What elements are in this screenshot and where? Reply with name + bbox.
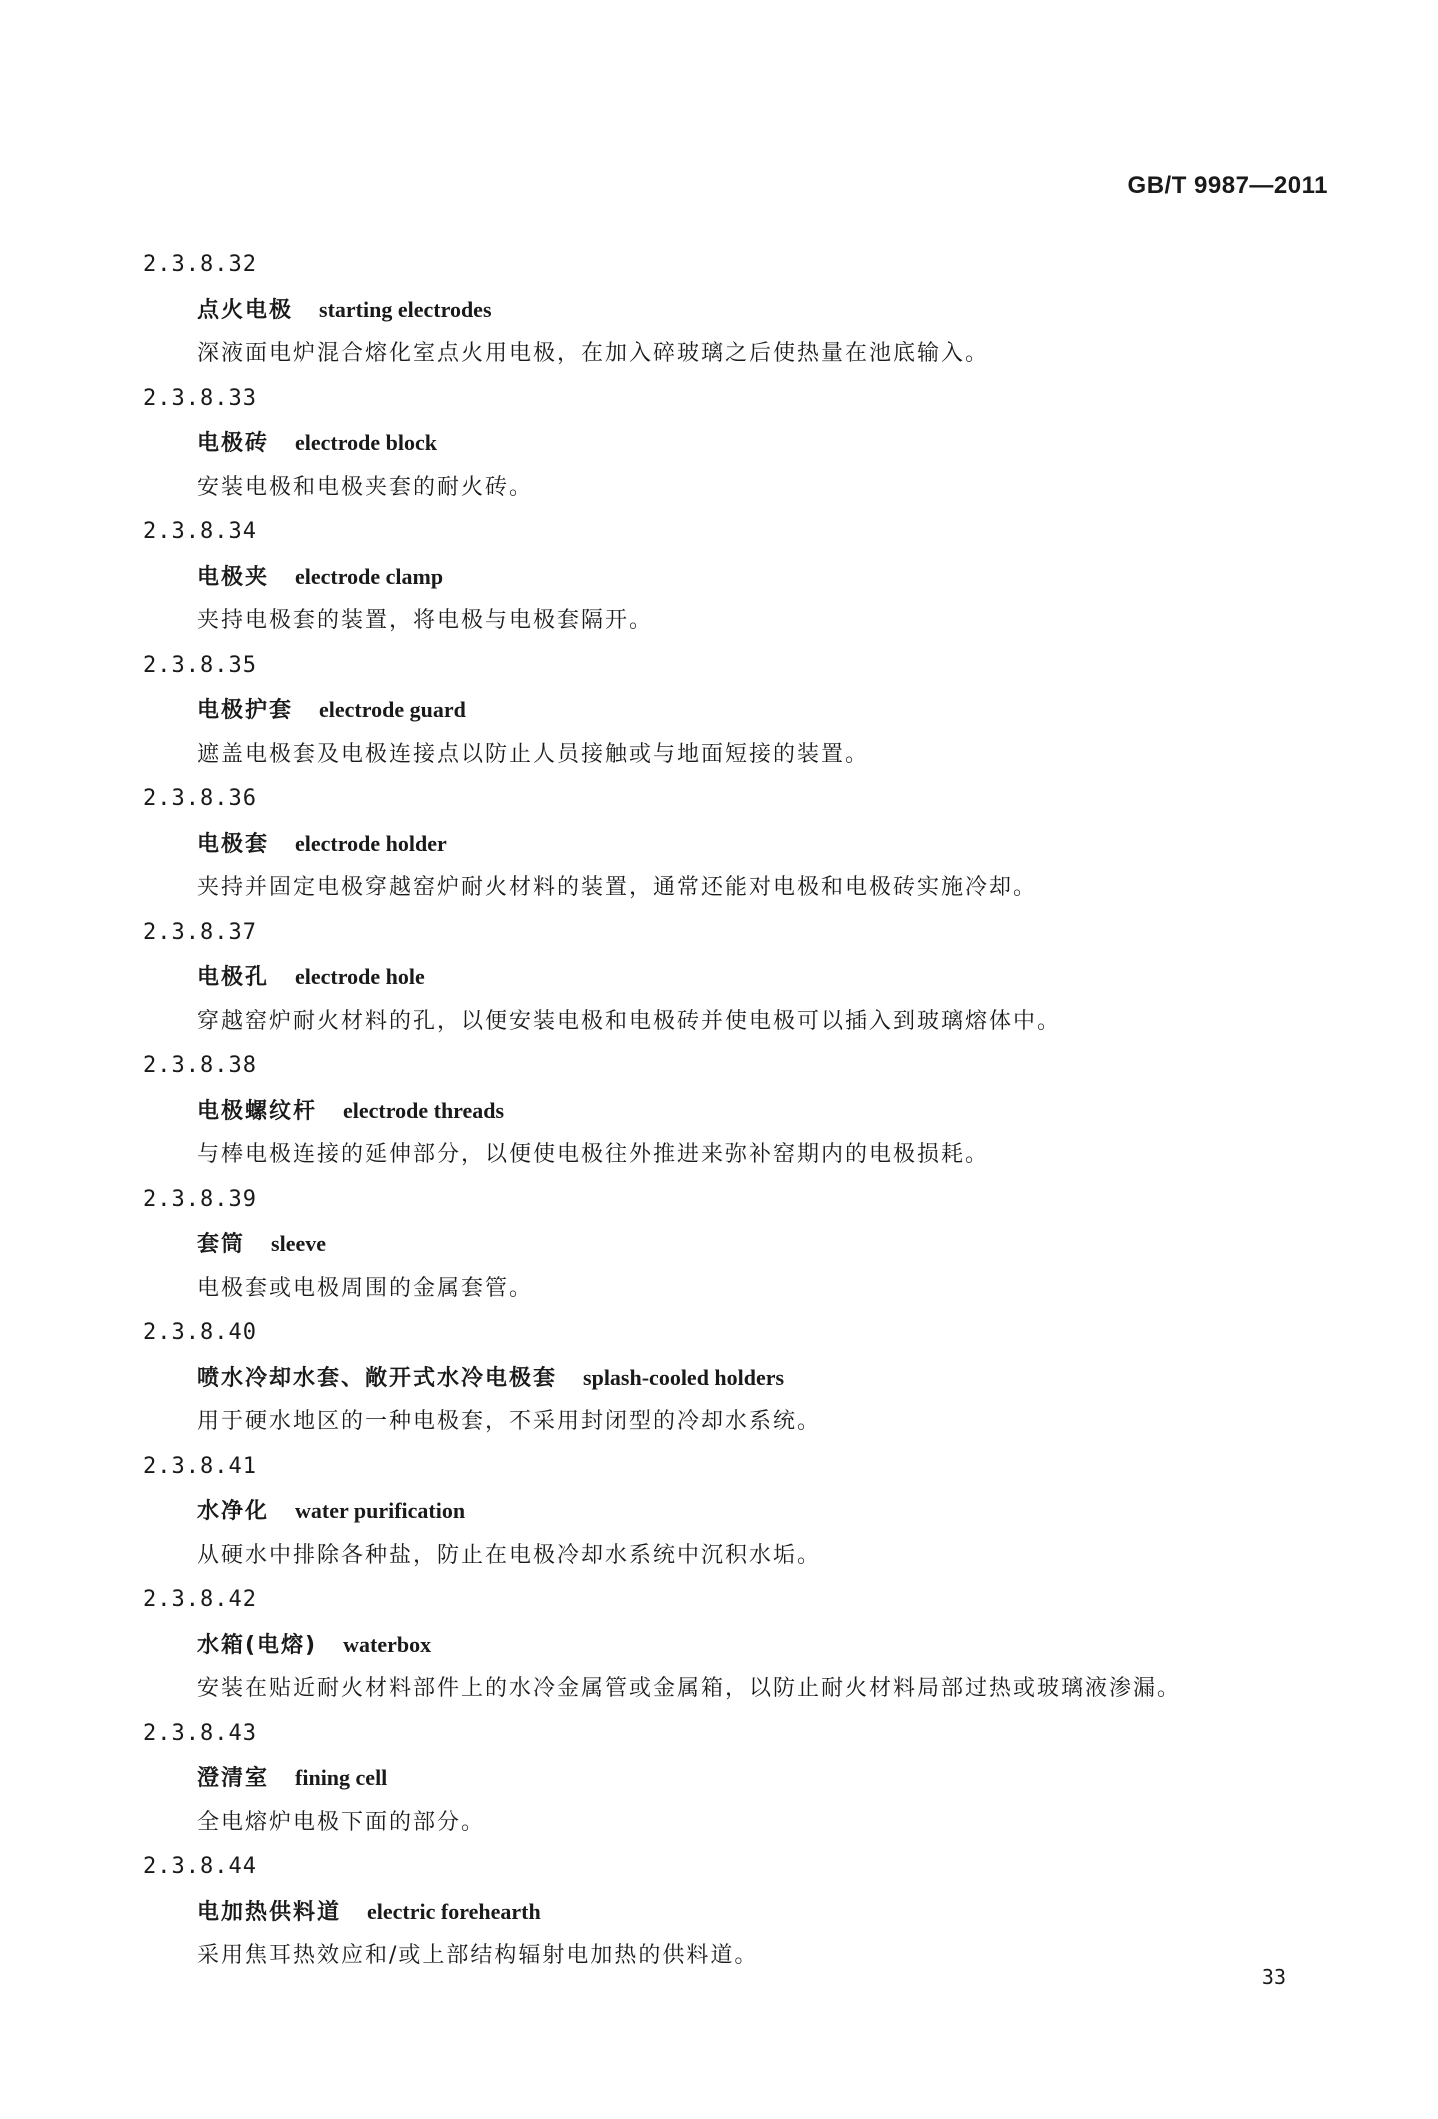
term-definition: 从硬水中排除各种盐，防止在电极冷却水系统中沉积水垢。 — [197, 1542, 822, 1568]
term-entry — [0, 1578, 1438, 1712]
term-entry — [0, 1178, 1438, 1312]
term-entry — [0, 1712, 1438, 1846]
term-english: electrode holder — [295, 830, 447, 856]
term-heading — [0, 1089, 1438, 1134]
term-definition: 安装电极和电极夹套的耐火砖。 — [197, 474, 534, 500]
term-heading — [0, 1356, 1438, 1401]
term-entry — [0, 1311, 1438, 1445]
term-entry — [0, 911, 1438, 1045]
term-entry — [0, 377, 1438, 511]
term-chinese: 点火电极 — [197, 297, 294, 323]
term-entries — [0, 243, 1438, 1979]
entry-number: 2.3.8.42 — [143, 1587, 257, 1612]
entry-number: 2.3.8.40 — [143, 1320, 257, 1345]
term-heading — [0, 1890, 1438, 1935]
term-english: starting electrodes — [319, 296, 492, 322]
term-definition: 夹持电极套的装置，将电极与电极套隔开。 — [197, 608, 654, 633]
term-entry — [0, 1445, 1438, 1579]
term-heading — [0, 1489, 1438, 1534]
entry-number: 2.3.8.36 — [143, 786, 257, 811]
term-heading — [0, 1756, 1438, 1801]
entry-number: 2.3.8.35 — [143, 652, 257, 678]
standard-code: GB/T 9987—2011 — [1127, 172, 1328, 199]
term-definition: 安装在贴近耐火材料部件上的水冷金属管或金属箱，以防止耐火材料局部过热或玻璃液渗漏。 — [197, 1676, 1182, 1701]
term-english: sleeve — [271, 1231, 326, 1256]
term-english: electric forehearth — [367, 1898, 541, 1924]
term-english: electrode guard — [319, 697, 466, 722]
term-chinese: 电极护套 — [197, 698, 294, 723]
term-chinese: 水净化 — [197, 1499, 270, 1524]
term-chinese: 电极夹 — [197, 564, 270, 590]
entry-number: 2.3.8.32 — [143, 252, 257, 277]
term-heading — [0, 288, 1438, 333]
entry-number: 2.3.8.39 — [143, 1186, 257, 1212]
term-chinese: 电极螺纹杆 — [197, 1098, 318, 1124]
entry-number: 2.3.8.38 — [143, 1053, 257, 1078]
term-english: electrode clamp — [295, 563, 444, 589]
term-chinese: 水箱(电熔) — [197, 1632, 318, 1658]
term-heading — [0, 688, 1438, 733]
term-english: electrode threads — [343, 1097, 505, 1123]
term-heading — [0, 421, 1438, 466]
term-heading — [0, 1222, 1438, 1267]
term-definition: 全电熔炉电极下面的部分。 — [197, 1809, 486, 1835]
term-english: electrode hole — [295, 964, 425, 989]
term-heading — [0, 822, 1438, 867]
term-entry — [0, 510, 1438, 644]
term-heading — [0, 955, 1438, 1000]
term-entry — [0, 1845, 1438, 1979]
entry-number: 2.3.8.37 — [143, 919, 257, 945]
term-definition: 用于硬水地区的一种电极套，不采用封闭型的冷却水系统。 — [197, 1409, 822, 1434]
term-chinese: 喷水冷却水套、敞开式水冷电极套 — [197, 1365, 558, 1391]
term-definition: 采用焦耳热效应和/或上部结构辐射电加热的供料道。 — [197, 1943, 759, 1968]
entry-number: 2.3.8.33 — [143, 385, 257, 411]
term-heading — [0, 555, 1438, 600]
term-definition: 穿越窑炉耐火材料的孔，以便安装电极和电极砖并使电极可以插入到玻璃熔体中。 — [197, 1008, 1062, 1034]
term-heading — [0, 1623, 1438, 1668]
term-chinese: 电加热供料道 — [197, 1899, 342, 1925]
term-chinese: 电极砖 — [197, 431, 270, 456]
term-chinese: 电极套 — [197, 831, 270, 857]
entry-number: 2.3.8.41 — [143, 1453, 257, 1479]
term-definition: 深液面电炉混合熔化室点火用电极，在加入碎玻璃之后使热量在池底输入。 — [197, 341, 990, 366]
term-entry — [0, 777, 1438, 911]
term-definition: 电极套或电极周围的金属套管。 — [197, 1275, 534, 1301]
term-entry — [0, 1044, 1438, 1178]
page-number: 33 — [1261, 1965, 1286, 1989]
term-entry — [0, 644, 1438, 778]
term-chinese: 电极孔 — [197, 965, 270, 990]
term-definition: 与棒电极连接的延伸部分，以便使电极往外推进来弥补窑期内的电极损耗。 — [197, 1142, 990, 1167]
entry-number: 2.3.8.43 — [143, 1720, 257, 1746]
term-entry — [0, 243, 1438, 377]
entry-number: 2.3.8.34 — [143, 519, 257, 544]
term-english: fining cell — [295, 1765, 388, 1790]
term-definition: 夹持并固定电极穿越窑炉耐火材料的装置，通常还能对电极和电极砖实施冷却。 — [197, 875, 1038, 900]
term-english: electrode block — [295, 430, 437, 455]
term-english: splash-cooled holders — [583, 1364, 785, 1390]
term-english: water purification — [295, 1498, 466, 1523]
term-english: waterbox — [343, 1631, 432, 1657]
term-chinese: 套筒 — [197, 1232, 246, 1257]
entry-number: 2.3.8.44 — [143, 1854, 257, 1879]
term-definition: 遮盖电极套及电极连接点以防止人员接触或与地面短接的装置。 — [197, 741, 870, 767]
term-chinese: 澄清室 — [197, 1766, 270, 1791]
